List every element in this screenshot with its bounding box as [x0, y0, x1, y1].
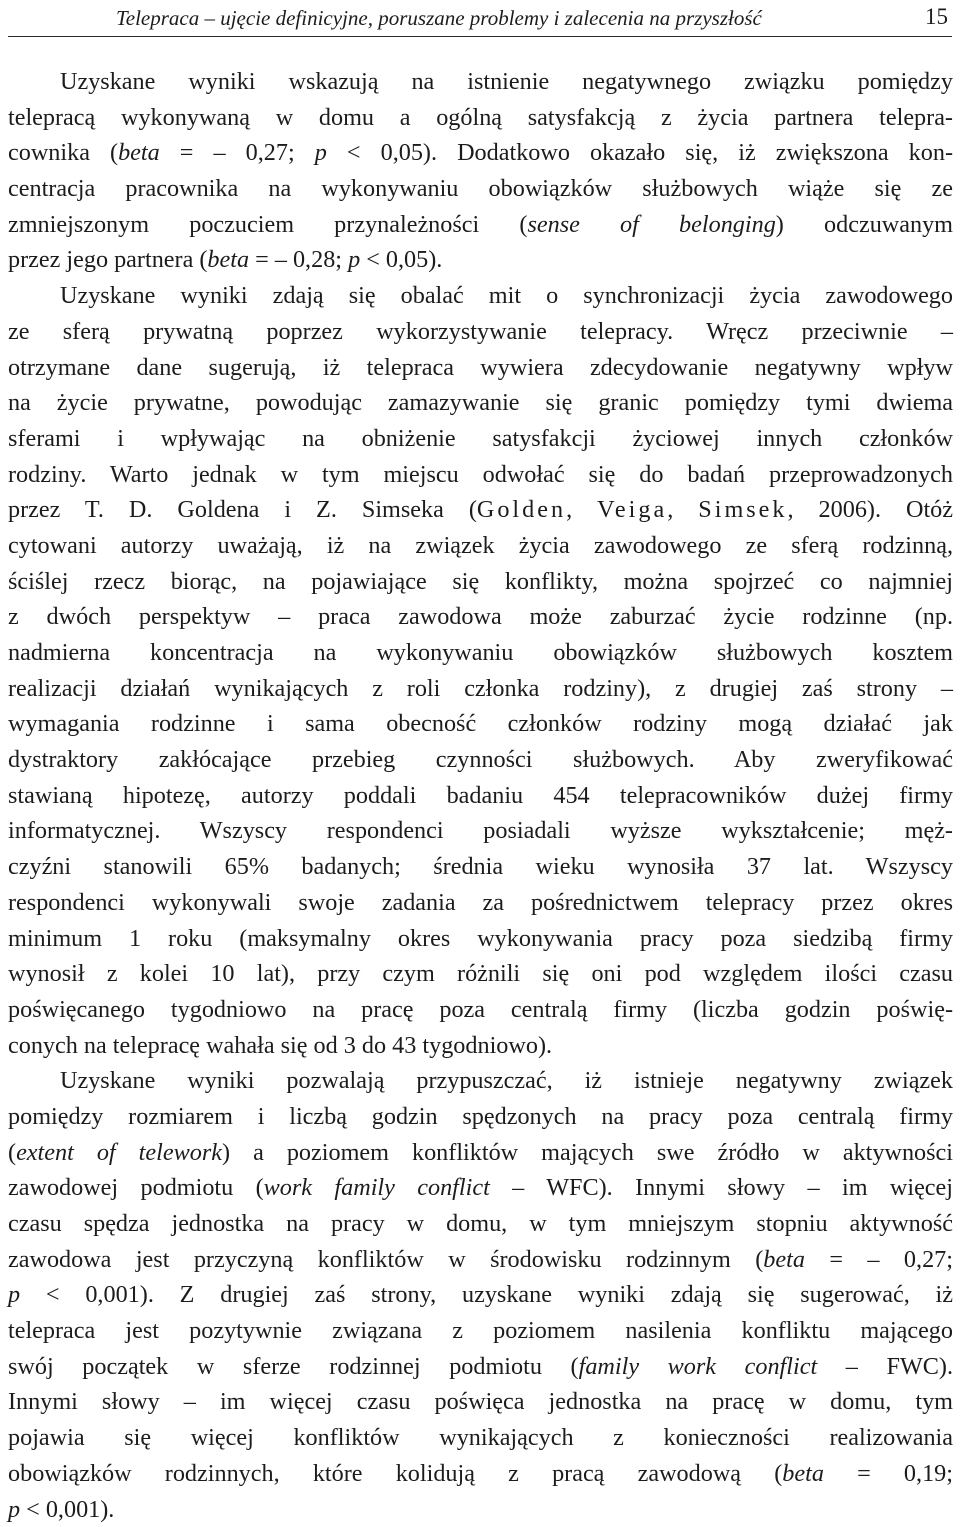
text-line: Uzyskane wyniki wskazują na istnienie negatywnego związku pomiędzy	[8, 64, 953, 100]
text-line: telepracą wykonywaną w domu a ogólną satysfakcją z życia partnera telepra-	[8, 100, 953, 136]
text-line: zawodowej podmiotu (work family conflict – WFC). Innymi słowy – im więcej	[8, 1170, 953, 1206]
text-line: sferami i wpływając na obniżenie satysfakcji życiowej innych członków	[8, 421, 953, 457]
text-line: czyźni stanowili 65% badanych; średnia wieku wynosiła 37 lat. Wszyscy	[8, 849, 953, 885]
text-line: p < 0,001).	[8, 1492, 953, 1527]
text-line: poświęcanego tygodniowo na pracę poza centralą firmy (liczba godzin poświę-	[8, 992, 953, 1028]
body-text	[8, 64, 953, 1527]
text-line: Innymi słowy – im więcej czasu poświęca jednostka na pracę w domu, tym	[8, 1384, 953, 1420]
text-line: cownika (beta = – 0,27; p < 0,05). Dodatkowo okazało się, iż zwiększona kon-	[8, 135, 953, 171]
text-line: centracja pracownika na wykonywaniu obowiązków służbowych wiąże się ze	[8, 171, 953, 207]
text-line: przez T. D. Goldena i Z. Simseka (Golden, Veiga, Simsek, 2006). Otóż	[8, 492, 953, 528]
page-header	[8, 0, 952, 37]
text-line: p < 0,001). Z drugiej zaś strony, uzyskane wyniki zdają się sugerować, iż	[8, 1277, 953, 1313]
paragraph-3	[8, 1063, 953, 1527]
text-line: minimum 1 roku (maksymalny okres wykonywania pracy poza siedzibą firmy	[8, 921, 953, 957]
text-line: Uzyskane wyniki zdają się obalać mit o synchronizacji życia zawodowego	[8, 278, 953, 314]
text-line: wynosił z kolei 10 lat), przy czym różnili się oni pod względem ilości czasu	[8, 956, 953, 992]
text-line: informatycznej. Wszyscy respondenci posiadali wyższe wykształcenie; męż-	[8, 813, 953, 849]
page-number: 15	[925, 4, 948, 30]
text-line: pojawia się więcej konfliktów wynikających z konieczności realizowania	[8, 1420, 953, 1456]
text-line: (extent of telework) a poziomem konfliktów mających swe źródło w aktywności	[8, 1135, 953, 1171]
running-title: Telepraca – ujęcie definicyjne, poruszane problemy i zalecenia na przyszłość	[116, 6, 762, 31]
text-line: cytowani autorzy uważają, iż na związek życia zawodowego ze sferą rodzinną,	[8, 528, 953, 564]
text-line: otrzymane dane sugerują, iż telepraca wywiera zdecydowanie negatywny wpływ	[8, 350, 953, 386]
text-line: stawianą hipotezę, autorzy poddali badaniu 454 telepracowników dużej firmy	[8, 778, 953, 814]
paragraph-2	[8, 278, 953, 1063]
text-line: z dwóch perspektyw – praca zawodowa może zaburzać życie rodzinne (np.	[8, 599, 953, 635]
text-line: na życie prywatne, powodując zamazywanie się granic pomiędzy tymi dwiema	[8, 385, 953, 421]
text-line: swój początek w sferze rodzinnej podmiotu (family work conflict – FWC).	[8, 1349, 953, 1385]
text-line: przez jego partnera (beta = – 0,28; p < 0,05).	[8, 242, 953, 278]
text-line: telepraca jest pozytywnie związana z poziomem nasilenia konfliktu mającego	[8, 1313, 953, 1349]
paragraph-1	[8, 64, 953, 278]
text-line: ściślej rzecz biorąc, na pojawiające się konflikty, można spojrzeć co najmniej	[8, 564, 953, 600]
text-line: dystraktory zakłócające przebieg czynności służbowych. Aby zweryfikować	[8, 742, 953, 778]
text-line: obowiązków rodzinnych, które kolidują z pracą zawodową (beta = 0,19;	[8, 1456, 953, 1492]
text-line: conych na telepracę wahała się od 3 do 43 tygodniowo).	[8, 1028, 953, 1064]
text-line: pomiędzy rozmiarem i liczbą godzin spędzonych na pracy poza centralą firmy	[8, 1099, 953, 1135]
text-line: rodziny. Warto jednak w tym miejscu odwołać się do badań przeprowadzonych	[8, 457, 953, 493]
text-line: Uzyskane wyniki pozwalają przypuszczać, iż istnieje negatywny związek	[8, 1063, 953, 1099]
text-line: zawodowa jest przyczyną konfliktów w środowisku rodzinnym (beta = – 0,27;	[8, 1242, 953, 1278]
text-line: zmniejszonym poczuciem przynależności (sense of belonging) odczuwanym	[8, 207, 953, 243]
text-line: wymagania rodzinne i sama obecność członków rodziny mogą działać jak	[8, 706, 953, 742]
text-line: realizacji działań wynikających z roli członka rodziny), z drugiej zaś strony –	[8, 671, 953, 707]
text-line: czasu spędza jednostka na pracy w domu, w tym mniejszym stopniu aktywność	[8, 1206, 953, 1242]
text-line: respondenci wykonywali swoje zadania za pośrednictwem telepracy przez okres	[8, 885, 953, 921]
text-line: nadmierna koncentracja na wykonywaniu obowiązków służbowych kosztem	[8, 635, 953, 671]
text-line: ze sferą prywatną poprzez wykorzystywanie telepracy. Wręcz przeciwnie –	[8, 314, 953, 350]
